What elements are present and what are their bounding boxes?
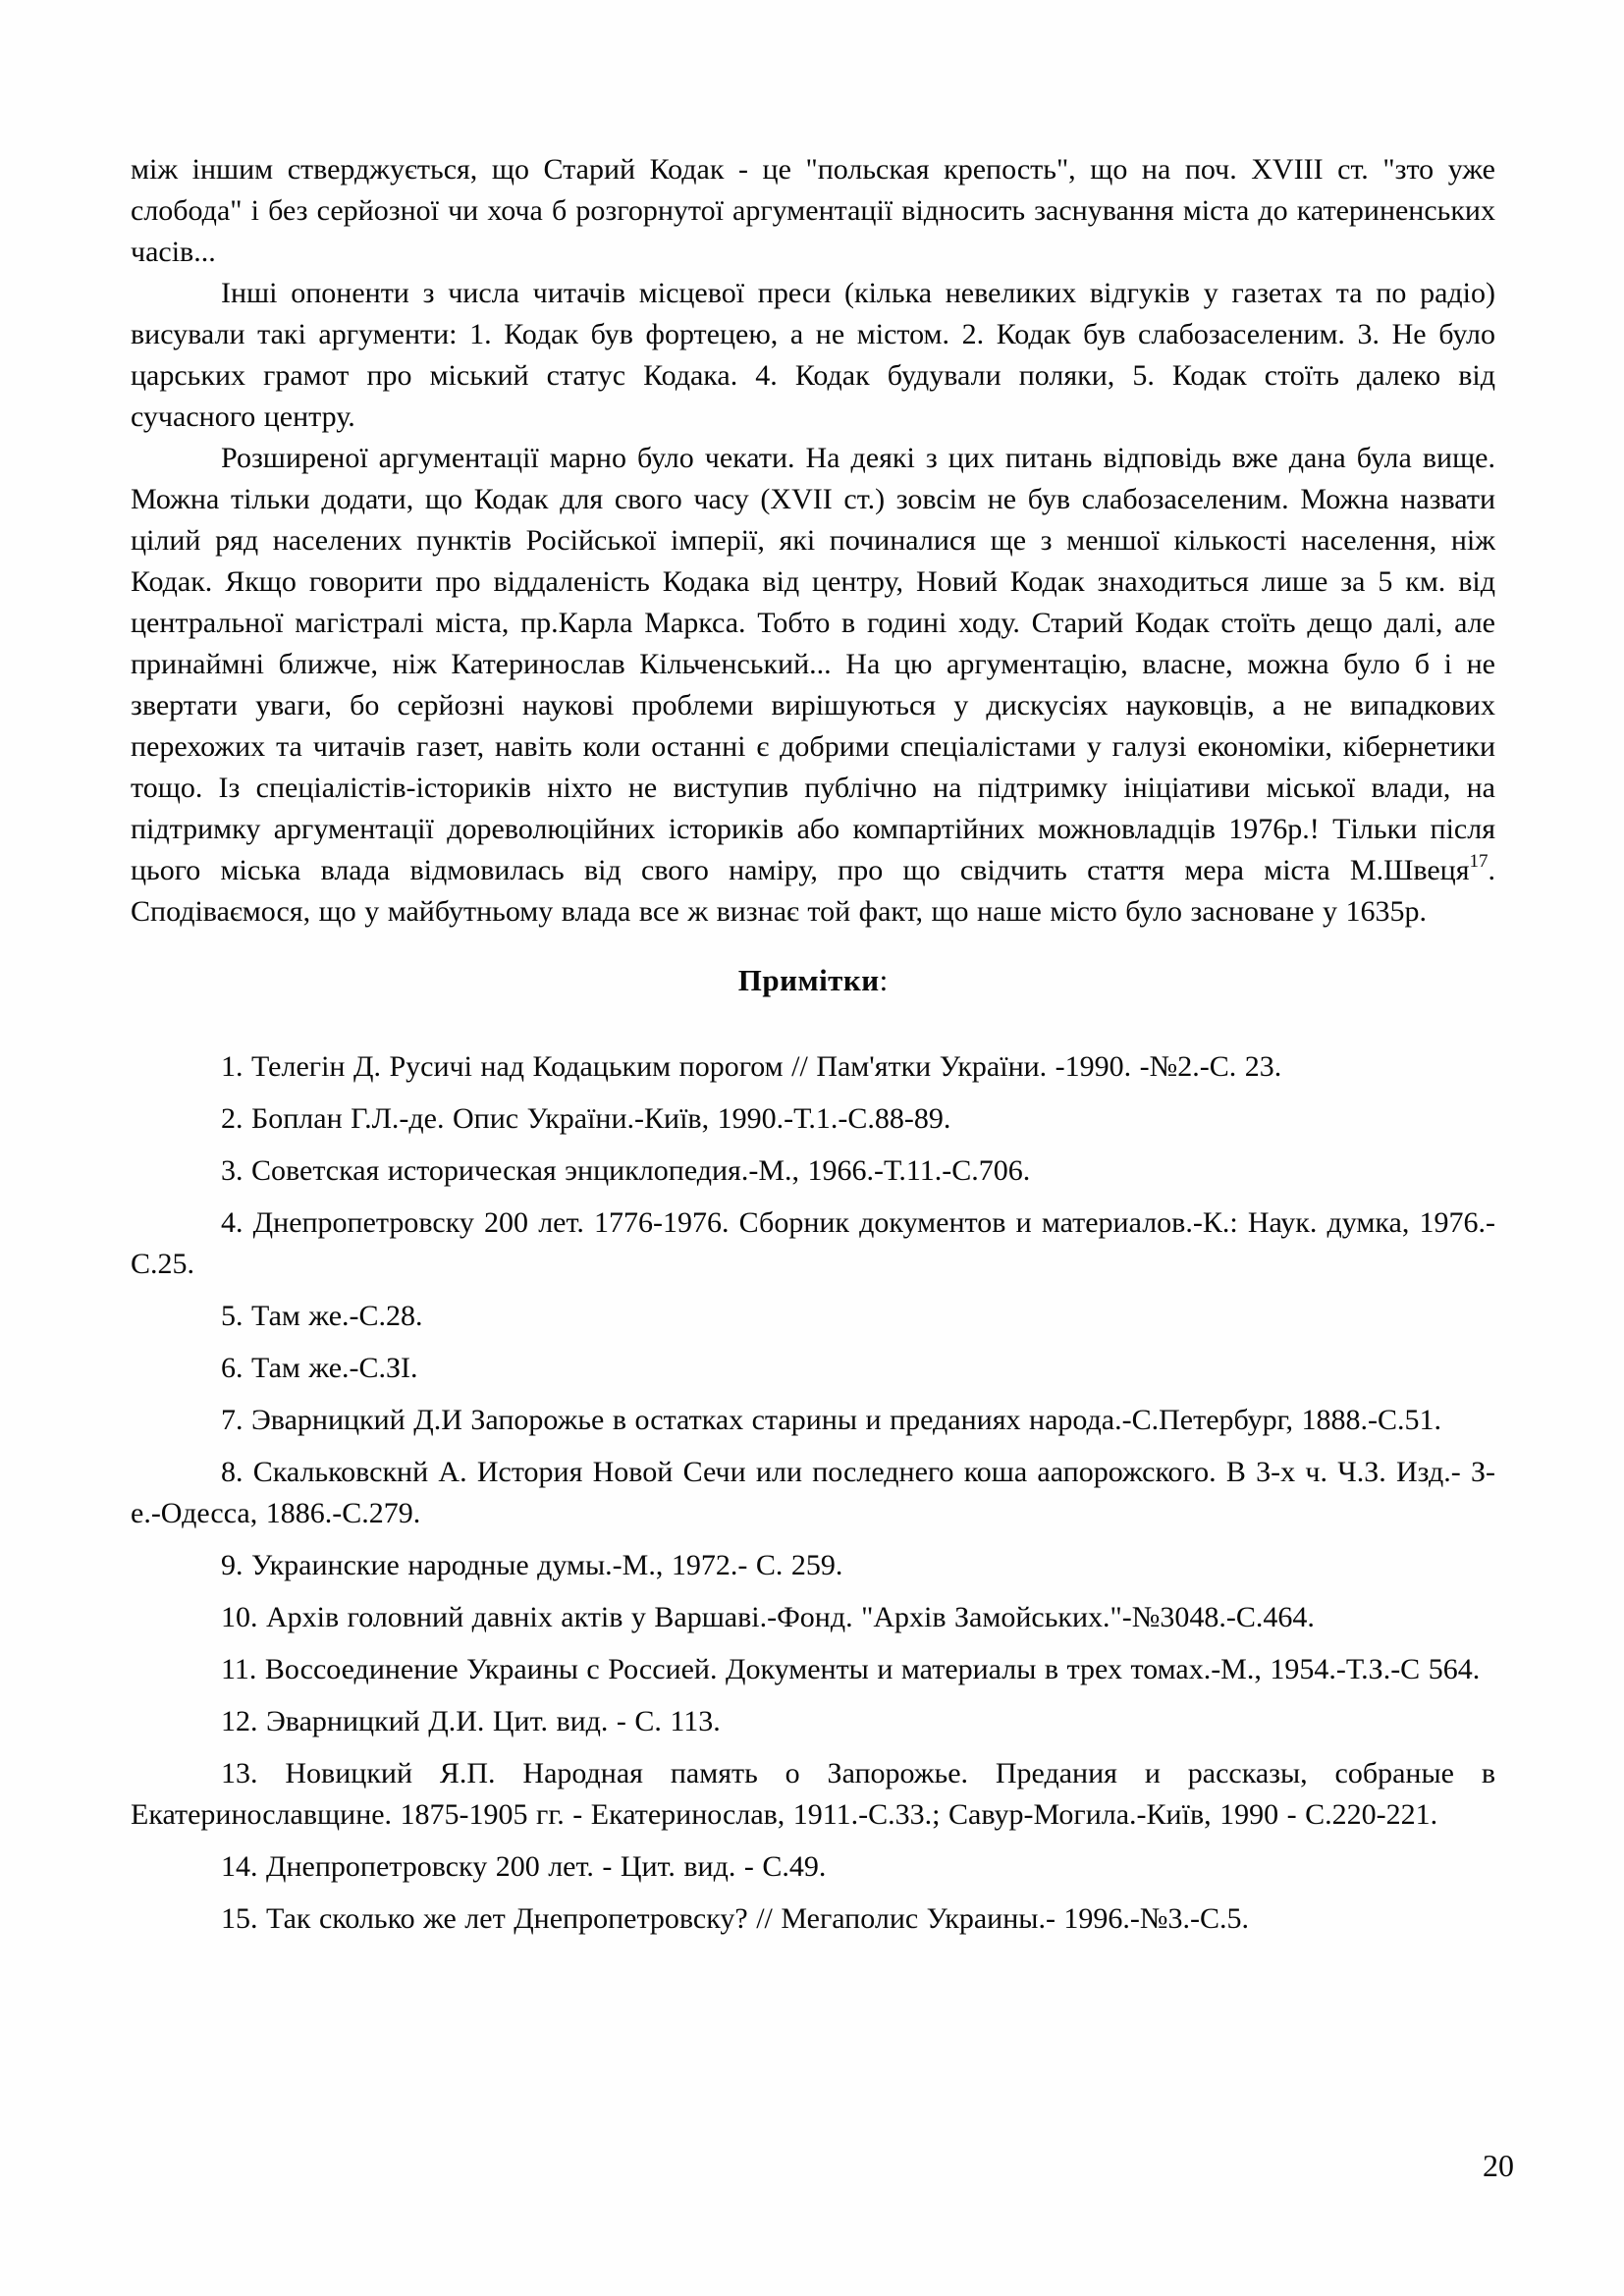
note-item-6: 6. Там же.-С.ЗІ. — [221, 1352, 418, 1384]
note-item-2: 2. Боплан Г.Л.-де. Опис України.-Київ, 1990.-Т.1.-С.88-89. — [221, 1102, 951, 1135]
paragraph-argumentation-tail: . Сподіваємося, що у майбутньому влада все ж визнає той факт, що наше місто було засноване у 1635р. — [131, 854, 1495, 928]
note-item-12: 12. Эварницкий Д.И. Цит. вид. - С. 113. — [221, 1705, 721, 1737]
paragraph-argumentation — [131, 438, 1495, 933]
paragraph-continuation: між іншим стверджується, що Старий Кодак - це "польская крепость", що на поч. XVIII ст. "зто уже слобода" і без серйозної чи хоча б розгорнутої аргументації відносить заснування міста до катериненських часів... — [131, 153, 1495, 268]
note-item-15: 15. Так сколько же лет Днепропетровску? // Мегаполис Украины.- 1996.-№3.-С.5. — [221, 1902, 1250, 1935]
note-item-5: 5. Там же.-С.28. — [221, 1300, 423, 1332]
note-item-14: 14. Днепропетровску 200 лет. - Цит. вид. - С.49. — [221, 1850, 827, 1883]
note-item-1: 1. Телегін Д. Русичі над Кодацьким порогом // Пам'ятки України. -1990. -№2.-С. 23. — [221, 1050, 1282, 1083]
note-item-10: 10. Архів головний давніх актів у Варшаві.-Фонд. "Архів Замойських."-№3048.-С.464. — [221, 1601, 1315, 1633]
notes-heading — [131, 960, 1495, 1001]
note-item-13: 13. Новицкий Я.П. Народная память о Запорожье. Предания и рассказы, собраные в Екатеринославщине. 1875-1905 гг. - Екатеринослав, 1911.-С.33.; Савур-Могила.-Київ, 1990 - С.220-221. — [131, 1757, 1495, 1831]
note-item-7: 7. Эварницкий Д.И Запорожье в остатках старины и преданиях народа.-С.Петербург, 1888.-С.51. — [221, 1404, 1442, 1436]
paragraph-opponents: Інші опоненти з числа читачів місцевої преси (кілька невеликих відгуків у газетах та по радіо) висували такі аргументи: 1. Кодак був фортецею, а не містом. 2. Кодак був слабозаселеним. 3. Не було царських грамот про міський статус Кодака. 4. Кодак будували поляки, 5. Кодак стоїть далеко від сучасного центру. — [131, 277, 1495, 433]
paragraph-argumentation-text: Розширеної аргументації марно було чекати. На деякі з цих питань відповідь вже дана була вище. Можна тільки додати, що Кодак для свого часу (XVII ст.) зовсім не був слабозаселеним. Можна назвати цілий ряд населених пунктів Російської імперії, які починалися ще з меншої кількості населення, ніж Кодак. Якщо говорити про віддаленість Кодака від центру, Новий Кодак знаходиться лише за 5 км. від центральної магістралі міста, пр.Карла Маркса. Тобто в годині ходу. Старий Кодак стоїть дещо далі, але принаймні ближче, ніж Катеринослав Кільченський... На цю аргументацію, власне, можна було б і не звертати уваги, бо серйозні наукові проблеми вирішуються у дискусіях науковців, а не випадкових перехожих та читачів газет, навіть коли останні є добрими спеціалістами у галузі економіки, кібернетики тощо. Із спеціалістів-істориків ніхто не виступив публічно на підтримку ініціативи міської влади, на підтримку аргументації дореволюційних істориків або компартійних можновладців 1976р.! Тільки після цього міська влада відмовилась від свого наміру, про що свідчить стаття мера міста М.Швеця — [131, 442, 1495, 886]
notes-heading-colon: : — [879, 963, 889, 997]
page-number: 20 — [1483, 2148, 1514, 2183]
notes-heading-word: Примітки — [737, 963, 880, 997]
note-item-8: 8. Скальковскнй А. История Новой Сечи или последнего коша аапорожского. В 3-х ч. Ч.З. Изд.- З-е.-Одесса, 1886.-С.279. — [131, 1456, 1495, 1529]
note-item-11: 11. Воссоединение Украины с Россией. Документы и материалы в трех томах.-М., 1954.-Т.З.-С 564. — [221, 1653, 1481, 1685]
note-item-9: 9. Украинские народные думы.-М., 1972.- С. 259. — [221, 1549, 843, 1581]
note-item-4: 4. Днепропетровску 200 лет. 1776-1976. Сборник документов и материалов.-К.: Наук. думка, 1976.-С.25. — [131, 1206, 1495, 1280]
footnote-ref-17: 17 — [1469, 851, 1489, 872]
note-item-3: 3. Советская историческая энциклопедия.-М., 1966.-Т.11.-С.706. — [221, 1154, 1031, 1187]
